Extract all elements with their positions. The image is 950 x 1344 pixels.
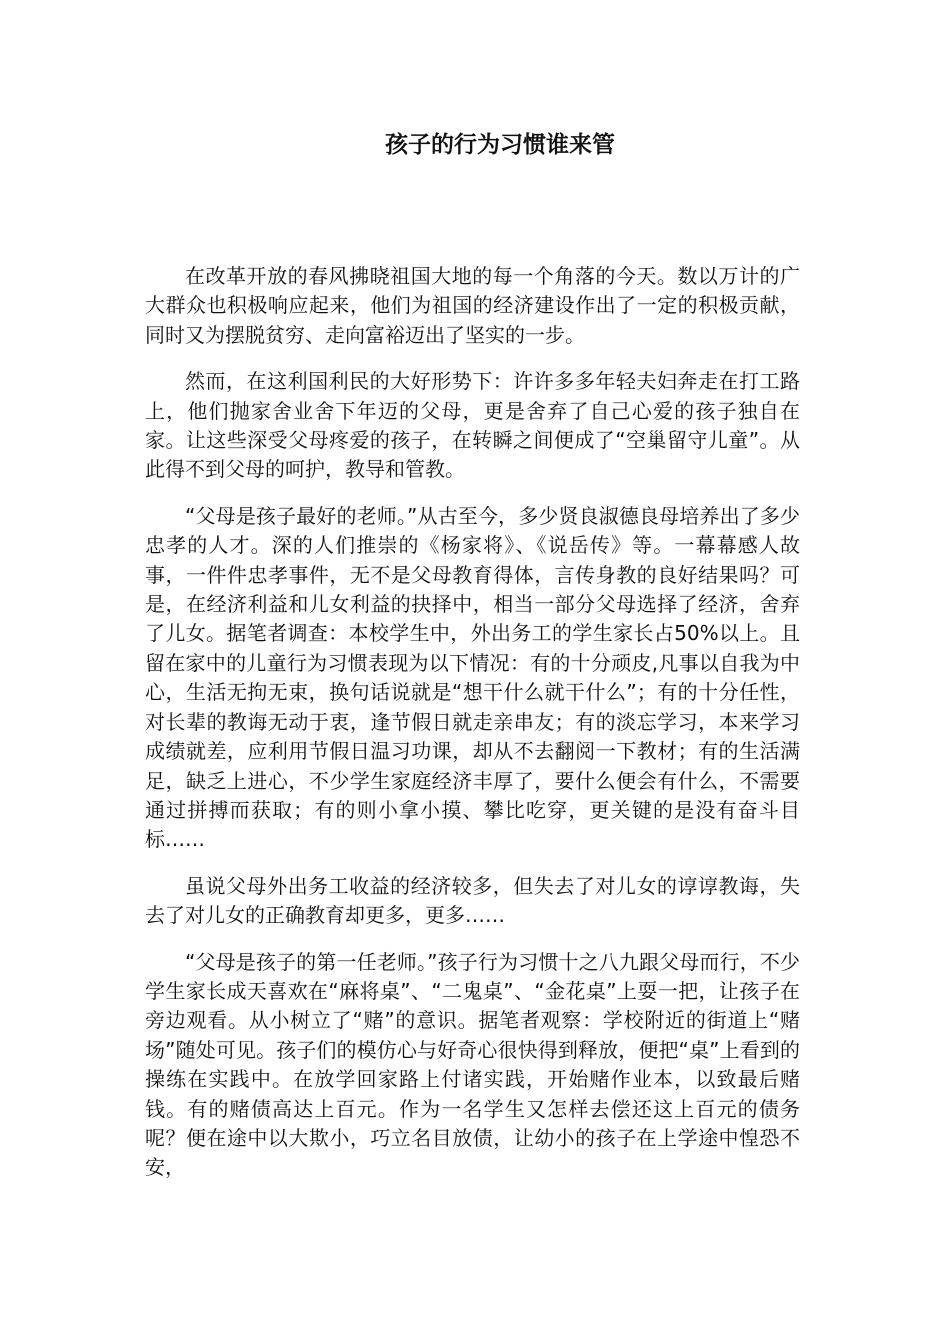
document-title: 孩子的行为习惯谁来管	[385, 132, 615, 158]
paragraph-5: “父母是孩子的第一任老师。”孩子行为习惯十之八九跟父母而行，不少学生家长成天喜欢在“麻将桌”、“二鬼桌”、“金花桌”上耍一把，让孩子在旁边观看。从小树立了“赌”的意识。据笔者观察：学校附近的街道上“赌场”随处可见。孩子们的模仿心与好奇心很快得到释放，便把“桌”上看到的操练在实践中。在放学回家路上付诸实践，开始赌作业本，以致最后赌钱。有的赌债高达上百元。作为一名学生又怎样去偿还这上百元的债务呢？便在途中以大欺小，巧立名目放债，让幼小的孩子在上学途中惶恐不安，	[145, 949, 800, 1180]
paragraph-4: 虽说父母外出务工收益的经济较多，但失去了对儿女的谆谆教诲，失去了对儿女的正确教育却更多，更多……	[145, 873, 800, 928]
document-body	[145, 262, 800, 1200]
paragraph-2: 然而，在这利国利民的大好形势下：许许多多年轻夫妇奔走在打工路上，他们抛家舍业舍下年迈的父母，更是舍弃了自己心爱的孩子独自在家。让这些深受父母疼爱的孩子，在转瞬之间便成了“空巢留守儿童”。从此得不到父母的呵护，教导和管教。	[145, 369, 800, 482]
paragraph-3: “父母是孩子最好的老师。”从古至今，多少贤良淑德良母培养出了多少忠孝的人才。深的人们推崇的《杨家将》、《说岳传》等。一幕幕感人故事，一件件忠孝事件，无不是父母教育得体，言传身教的良好结果吗？可是，在经济利益和儿女利益的抉择中，相当一部分父母选择了经济，舍弃了儿女。据笔者调查：本校学生中，外出务工的学生家长占50%以上。且留在家中的儿童行为习惯表现为以下情况：有的十分顽皮,凡事以自我为中心，生活无拘无束，换句话说就是“想干什么就干什么”；有的十分任性，对长辈的教诲无动于衷，逢节假日就走亲串友；有的淡忘学习，本来学习成绩就差，应利用节假日温习功课，却从不去翻阅一下教材；有的生活满足，缺乏上进心，不少学生家庭经济丰厚了，要什么便会有什么，不需要通过拼搏而获取；有的则小拿小摸、攀比吃穿，更关键的是没有奋斗目标……	[145, 503, 800, 852]
paragraph-1: 在改革开放的春风拂晓祖国大地的每一个角落的今天。数以万计的广大群众也积极响应起来，他们为祖国的经济建设作出了一定的积极贡献，同时又为摆脱贫穷、走向富裕迈出了坚实的一步。	[145, 264, 800, 347]
